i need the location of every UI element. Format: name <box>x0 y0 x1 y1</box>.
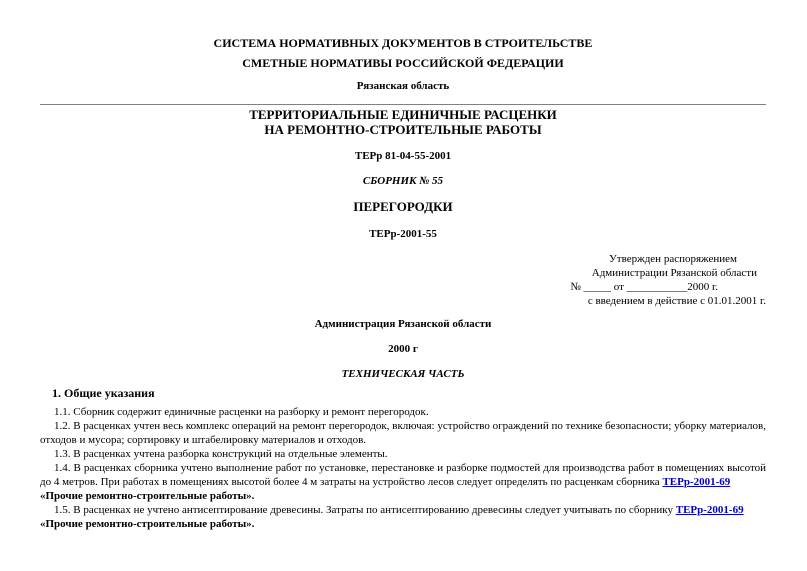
collection-short-code: ТЕРр-2001-55 <box>369 228 437 240</box>
paragraph-1-1: 1.1. Сборник содержит единичные расценки на разборку и ремонт перегородок. <box>54 406 429 418</box>
collection-number: СБОРНИК № 55 <box>362 175 444 187</box>
collection-subject: ПЕРЕГОРОДКИ <box>353 199 453 214</box>
link-terr-2001-69-second[interactable]: ТЕРр-2001-69 <box>675 504 744 516</box>
header-line-1: СИСТЕМА НОРМАТИВНЫХ ДОКУМЕНТОВ В СТРОИТЕЛЬСТВЕ <box>213 36 593 50</box>
header-divider <box>40 104 766 105</box>
link-terr-2001-69[interactable]: ТЕРр-2001-69 <box>662 476 731 488</box>
paragraph-1-5: 1.5. В расценках не учтено антисептирование древесины. Затраты по антисептированию древесины следует учитывать по сборнику ТЕРр-2001-69 «Прочие ремонтно-строительные работы». <box>40 504 744 530</box>
technical-heading: ТЕХНИЧЕСКАЯ ЧАСТЬ <box>341 368 465 380</box>
approval-line-3: № _____ от ___________2000 г. <box>570 281 718 293</box>
approval-block <box>560 252 766 308</box>
header-line-2: СМЕТНЫЕ НОРМАТИВЫ РОССИЙСКОЙ ФЕДЕРАЦИИ <box>242 56 564 70</box>
title-line-2: НА РЕМОНТНО-СТРОИТЕЛЬНЫЕ РАБОТЫ <box>264 122 542 137</box>
header-region: Рязанская область <box>356 80 450 92</box>
section-title: 1. Общие указания <box>52 386 155 400</box>
document-code: ТЕРр 81-04-55-2001 <box>354 150 452 162</box>
paragraph-1-2: 1.2. В расценках учтен весь комплекс операций на ремонт перегородок, включая: устройство ограждений по технике безопасности; уборку материалов, отходов и мусора; сортировку и штабелировку материалов и отходов. <box>40 420 766 446</box>
approval-line-2: Администрации Рязанской области <box>591 267 757 279</box>
approval-line-1: Утвержден распоряжением <box>609 253 737 265</box>
paragraph-1-4: 1.4. В расценках сборника учтено выполнение работ по установке, перестановке и разборке подмостей для производства работ в помещениях высотой до 4 метров. При работах в помещениях высотой более 4 м затраты на устройство лесов следует определять по расценкам сборника ТЕРр-2001-69 «Прочие ремонтно-строительные работы». <box>40 462 766 502</box>
paragraph-1-3: 1.3. В расценках учтена разборка конструкций на отдельные элементы. <box>54 448 388 460</box>
title-line-1: ТЕРРИТОРИАЛЬНЫЕ ЕДИНИЧНЫЕ РАСЦЕНКИ <box>249 107 557 122</box>
issuer-year: 2000 г <box>388 343 418 355</box>
issuer-name: Администрация Рязанской области <box>314 318 492 330</box>
approval-line-4: с введением в действие с 01.01.2001 г. <box>587 295 766 307</box>
